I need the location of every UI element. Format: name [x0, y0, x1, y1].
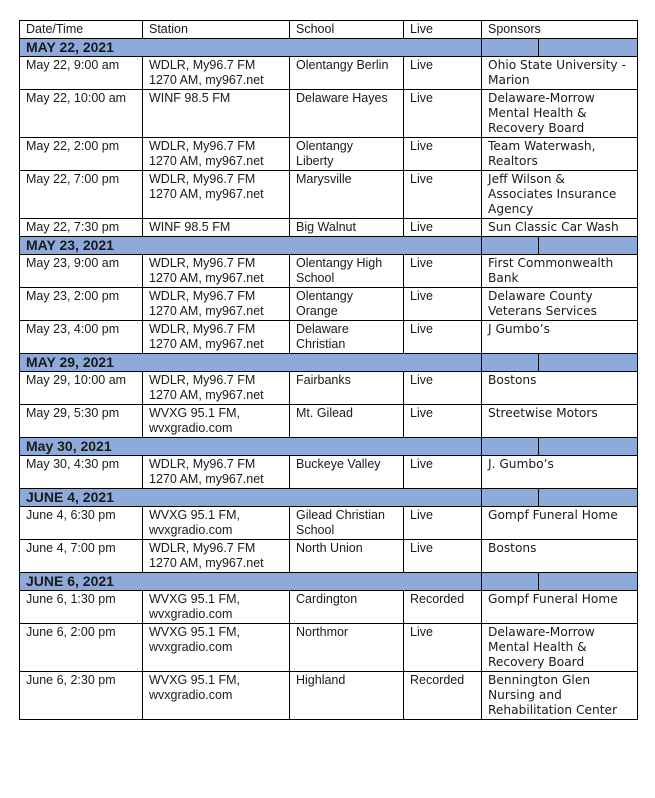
table-row — [20, 138, 638, 171]
section-date-label: MAY 29, 2021 — [20, 354, 482, 372]
section-date-label: JUNE 6, 2021 — [20, 573, 482, 591]
cell-school: Olentangy Berlin — [290, 57, 404, 90]
cell-school: Mt. Gilead — [290, 405, 404, 438]
cell-datetime: May 22, 7:30 pm — [20, 219, 143, 237]
cell-live: Live — [404, 507, 482, 540]
cell-live: Live — [404, 219, 482, 237]
cell-live: Live — [404, 90, 482, 138]
cell-sponsor: Bostons — [482, 372, 638, 405]
section-band-divider — [482, 438, 539, 455]
header-row — [20, 21, 638, 39]
table-row — [20, 219, 638, 237]
section-date-label: May 30, 2021 — [20, 438, 482, 456]
cell-live: Live — [404, 540, 482, 573]
cell-station: WDLR, My96.7 FM 1270 AM, my967.net — [143, 57, 290, 90]
section-band-cell — [482, 354, 638, 372]
section-header-row — [20, 489, 638, 507]
cell-sponsor: Gompf Funeral Home — [482, 507, 638, 540]
table-row — [20, 672, 638, 720]
cell-live: Live — [404, 138, 482, 171]
cell-sponsor: Bostons — [482, 540, 638, 573]
cell-station: WDLR, My96.7 FM 1270 AM, my967.net — [143, 321, 290, 354]
table-row — [20, 507, 638, 540]
cell-school: Buckeye Valley — [290, 456, 404, 489]
cell-school: Olentangy Orange — [290, 288, 404, 321]
cell-live: Live — [404, 171, 482, 219]
header-sponsors: Sponsors — [482, 21, 638, 39]
section-band-cell — [482, 39, 638, 57]
table-row — [20, 57, 638, 90]
cell-school: Delaware Christian — [290, 321, 404, 354]
cell-station: WDLR, My96.7 FM 1270 AM, my967.net — [143, 540, 290, 573]
cell-station: WDLR, My96.7 FM 1270 AM, my967.net — [143, 138, 290, 171]
schedule-body — [20, 39, 638, 720]
cell-sponsor: J Gumbo’s — [482, 321, 638, 354]
cell-school: Fairbanks — [290, 372, 404, 405]
cell-live: Live — [404, 405, 482, 438]
table-row — [20, 456, 638, 489]
cell-sponsor: Streetwise Motors — [482, 405, 638, 438]
cell-sponsor: Jeff Wilson & Associates Insurance Agency — [482, 171, 638, 219]
table-row — [20, 372, 638, 405]
cell-datetime: May 23, 4:00 pm — [20, 321, 143, 354]
cell-sponsor: J. Gumbo’s — [482, 456, 638, 489]
cell-sponsor: Delaware-Morrow Mental Health & Recovery Board — [482, 624, 638, 672]
cell-datetime: June 6, 1:30 pm — [20, 591, 143, 624]
cell-station: WDLR, My96.7 FM 1270 AM, my967.net — [143, 255, 290, 288]
header-live: Live — [404, 21, 482, 39]
cell-school: Cardington — [290, 591, 404, 624]
cell-station: WVXG 95.1 FM, wvxgradio.com — [143, 507, 290, 540]
header-datetime: Date/Time — [20, 21, 143, 39]
table-row — [20, 321, 638, 354]
cell-live: Live — [404, 255, 482, 288]
table-row — [20, 255, 638, 288]
table-row — [20, 171, 638, 219]
cell-datetime: June 4, 7:00 pm — [20, 540, 143, 573]
cell-sponsor: Bennington Glen Nursing and Rehabilitation Center — [482, 672, 638, 720]
table-row — [20, 90, 638, 138]
cell-sponsor: Sun Classic Car Wash — [482, 219, 638, 237]
cell-station: WVXG 95.1 FM, wvxgradio.com — [143, 624, 290, 672]
table-row — [20, 624, 638, 672]
cell-live: Recorded — [404, 672, 482, 720]
cell-sponsor: Ohio State University - Marion — [482, 57, 638, 90]
section-date-label: MAY 22, 2021 — [20, 39, 482, 57]
cell-datetime: May 22, 9:00 am — [20, 57, 143, 90]
section-header-row — [20, 237, 638, 255]
section-date-label: MAY 23, 2021 — [20, 237, 482, 255]
section-band-cell — [482, 489, 638, 507]
cell-datetime: May 30, 4:30 pm — [20, 456, 143, 489]
cell-sponsor: Team Waterwash, Realtors — [482, 138, 638, 171]
cell-live: Live — [404, 372, 482, 405]
cell-datetime: May 22, 2:00 pm — [20, 138, 143, 171]
cell-school: Highland — [290, 672, 404, 720]
cell-school: Delaware Hayes — [290, 90, 404, 138]
section-band-divider — [482, 354, 539, 371]
cell-datetime: May 22, 10:00 am — [20, 90, 143, 138]
cell-school: Northmor — [290, 624, 404, 672]
section-band-divider — [482, 237, 539, 254]
section-band-divider — [482, 39, 539, 56]
header-school: School — [290, 21, 404, 39]
cell-sponsor: Delaware County Veterans Services — [482, 288, 638, 321]
cell-school: Gilead Christian School — [290, 507, 404, 540]
cell-school: Marysville — [290, 171, 404, 219]
header-station: Station — [143, 21, 290, 39]
section-header-row — [20, 573, 638, 591]
table-row — [20, 540, 638, 573]
cell-school: Big Walnut — [290, 219, 404, 237]
cell-school: Olentangy High School — [290, 255, 404, 288]
cell-station: WDLR, My96.7 FM 1270 AM, my967.net — [143, 372, 290, 405]
section-band-cell — [482, 573, 638, 591]
cell-station: WDLR, My96.7 FM 1270 AM, my967.net — [143, 171, 290, 219]
cell-school: Olentangy Liberty — [290, 138, 404, 171]
cell-datetime: May 23, 9:00 am — [20, 255, 143, 288]
cell-station: WVXG 95.1 FM, wvxgradio.com — [143, 591, 290, 624]
section-header-row — [20, 438, 638, 456]
section-header-row — [20, 39, 638, 57]
cell-live: Recorded — [404, 591, 482, 624]
cell-sponsor: First Commonwealth Bank — [482, 255, 638, 288]
cell-datetime: June 4, 6:30 pm — [20, 507, 143, 540]
table-row — [20, 591, 638, 624]
section-band-cell — [482, 237, 638, 255]
table-row — [20, 288, 638, 321]
section-date-label: JUNE 4, 2021 — [20, 489, 482, 507]
cell-school: North Union — [290, 540, 404, 573]
cell-live: Live — [404, 321, 482, 354]
cell-station: WINF 98.5 FM — [143, 90, 290, 138]
cell-station: WDLR, My96.7 FM 1270 AM, my967.net — [143, 456, 290, 489]
section-band-divider — [482, 489, 539, 506]
cell-station: WVXG 95.1 FM, wvxgradio.com — [143, 405, 290, 438]
cell-datetime: May 29, 5:30 pm — [20, 405, 143, 438]
cell-datetime: June 6, 2:30 pm — [20, 672, 143, 720]
cell-sponsor: Gompf Funeral Home — [482, 591, 638, 624]
cell-datetime: May 23, 2:00 pm — [20, 288, 143, 321]
cell-datetime: June 6, 2:00 pm — [20, 624, 143, 672]
cell-station: WVXG 95.1 FM, wvxgradio.com — [143, 672, 290, 720]
section-header-row — [20, 354, 638, 372]
cell-live: Live — [404, 456, 482, 489]
cell-live: Live — [404, 288, 482, 321]
table-row — [20, 405, 638, 438]
cell-station: WINF 98.5 FM — [143, 219, 290, 237]
cell-station: WDLR, My96.7 FM 1270 AM, my967.net — [143, 288, 290, 321]
broadcast-schedule-table — [19, 20, 638, 720]
cell-datetime: May 22, 7:00 pm — [20, 171, 143, 219]
cell-live: Live — [404, 624, 482, 672]
cell-sponsor: Delaware-Morrow Mental Health & Recovery Board — [482, 90, 638, 138]
section-band-divider — [482, 573, 539, 590]
section-band-cell — [482, 438, 638, 456]
cell-datetime: May 29, 10:00 am — [20, 372, 143, 405]
cell-live: Live — [404, 57, 482, 90]
